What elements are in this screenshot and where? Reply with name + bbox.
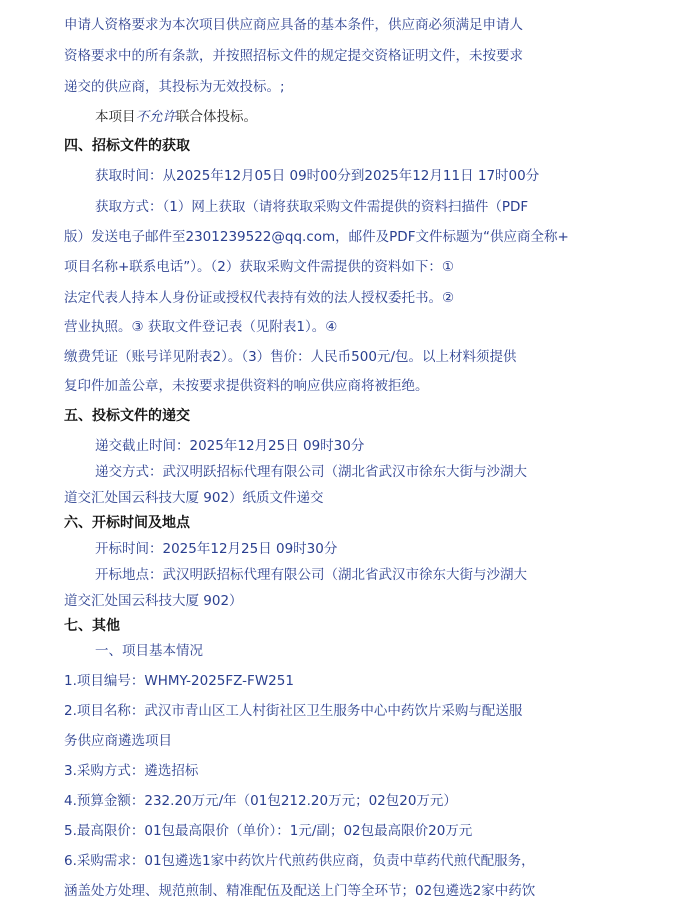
procurement-method: 3.采购方式：遴选招标 — [64, 763, 199, 779]
max-price-limit: 5.最高限价：01包最高限价（单价）：1元/副；02包最高限价20万元 — [64, 823, 473, 839]
submit-method-line-2: 道交汇处国云科技大厦 902）纸质文件递交 — [64, 490, 324, 506]
acquire-method-line-2: 版）发送电子邮件至2301239522@qq.com，邮件及PDF文件标题为“供应商全称+ — [64, 229, 569, 245]
submit-method-line-1: 递交方式：武汉明跃招标代理有限公司（湖北省武汉市徐东大街与沙湖大 — [95, 464, 527, 480]
procurement-requirement-line-2: 涵盖处方处理、规范煎制、精准配伍及配送上门等全环节；02包遴选2家中药饮 — [64, 883, 536, 899]
project-name-line-1: 2.项目名称：武汉市青山区工人村街社区卫生服务中心中药饮片采购与配送服 — [64, 703, 523, 719]
project-basic-info-heading: 一、项目基本情况 — [95, 643, 203, 659]
project-name-line-2: 务供应商遴选项目 — [64, 733, 172, 749]
acquire-method-line-3: 项目名称+联系电话”）。（2）获取采购文件需提供的资料如下：① — [64, 259, 454, 275]
consortium-status: 不允许 — [135, 109, 176, 125]
opening-place-line-1: 开标地点：武汉明跃招标代理有限公司（湖北省武汉市徐东大街与沙湖大 — [95, 567, 527, 583]
consortium-suffix: 联合体投标。 — [176, 109, 257, 125]
project-number: 1.项目编号：WHMY-2025FZ-FW251 — [64, 673, 294, 689]
qualification-line-3: 递交的供应商，其投标为无效投标。; — [64, 79, 285, 95]
section-4-heading: 四、招标文件的获取 — [64, 138, 190, 154]
acquire-method-line-7: 复印件加盖公章，未按要求提供资料的响应供应商将被拒绝。 — [64, 378, 429, 394]
submit-deadline: 递交截止时间：2025年12月25日 09时30分 — [95, 438, 365, 454]
acquire-method-line-5: 营业执照。③ 获取文件登记表（见附表1）。④ — [64, 319, 338, 335]
section-5-heading: 五、投标文件的递交 — [64, 408, 190, 424]
acquire-method-line-1: 获取方式：（1）网上获取（请将获取采购文件需提供的资料扫描件（PDF — [95, 199, 529, 215]
consortium-prefix: 本项目 — [95, 109, 136, 125]
budget-amount: 4.预算金额：232.20万元/年（01包212.20万元；02包20万元） — [64, 793, 457, 809]
qualification-line-1: 申请人资格要求为本次项目供应商应具备的基本条件，供应商必须满足申请人 — [64, 17, 523, 33]
qualification-line-2: 资格要求中的所有条款，并按照招标文件的规定提交资格证明文件，未按要求 — [64, 48, 523, 64]
section-6-heading: 六、开标时间及地点 — [64, 515, 190, 531]
opening-place-line-2: 道交汇处国云科技大厦 902） — [64, 593, 243, 609]
opening-time: 开标时间：2025年12月25日 09时30分 — [95, 541, 338, 557]
acquire-method-line-4: 法定代表人持本人身份证或授权代表持有效的法人授权委托书。② — [64, 290, 455, 306]
consortium-line — [95, 108, 257, 126]
section-7-heading: 七、其他 — [64, 618, 120, 634]
acquire-time: 获取时间：从2025年12月05日 09时00分到2025年12月11日 17时00分 — [95, 168, 540, 184]
acquire-method-line-6: 缴费凭证（账号详见附表2）。（3）售价：人民币500元/包。以上材料须提供 — [64, 349, 517, 365]
procurement-requirement-line-1: 6.采购需求：01包遴选1家中药饮片代煎药供应商，负责中草药代煎代配服务， — [64, 853, 535, 869]
